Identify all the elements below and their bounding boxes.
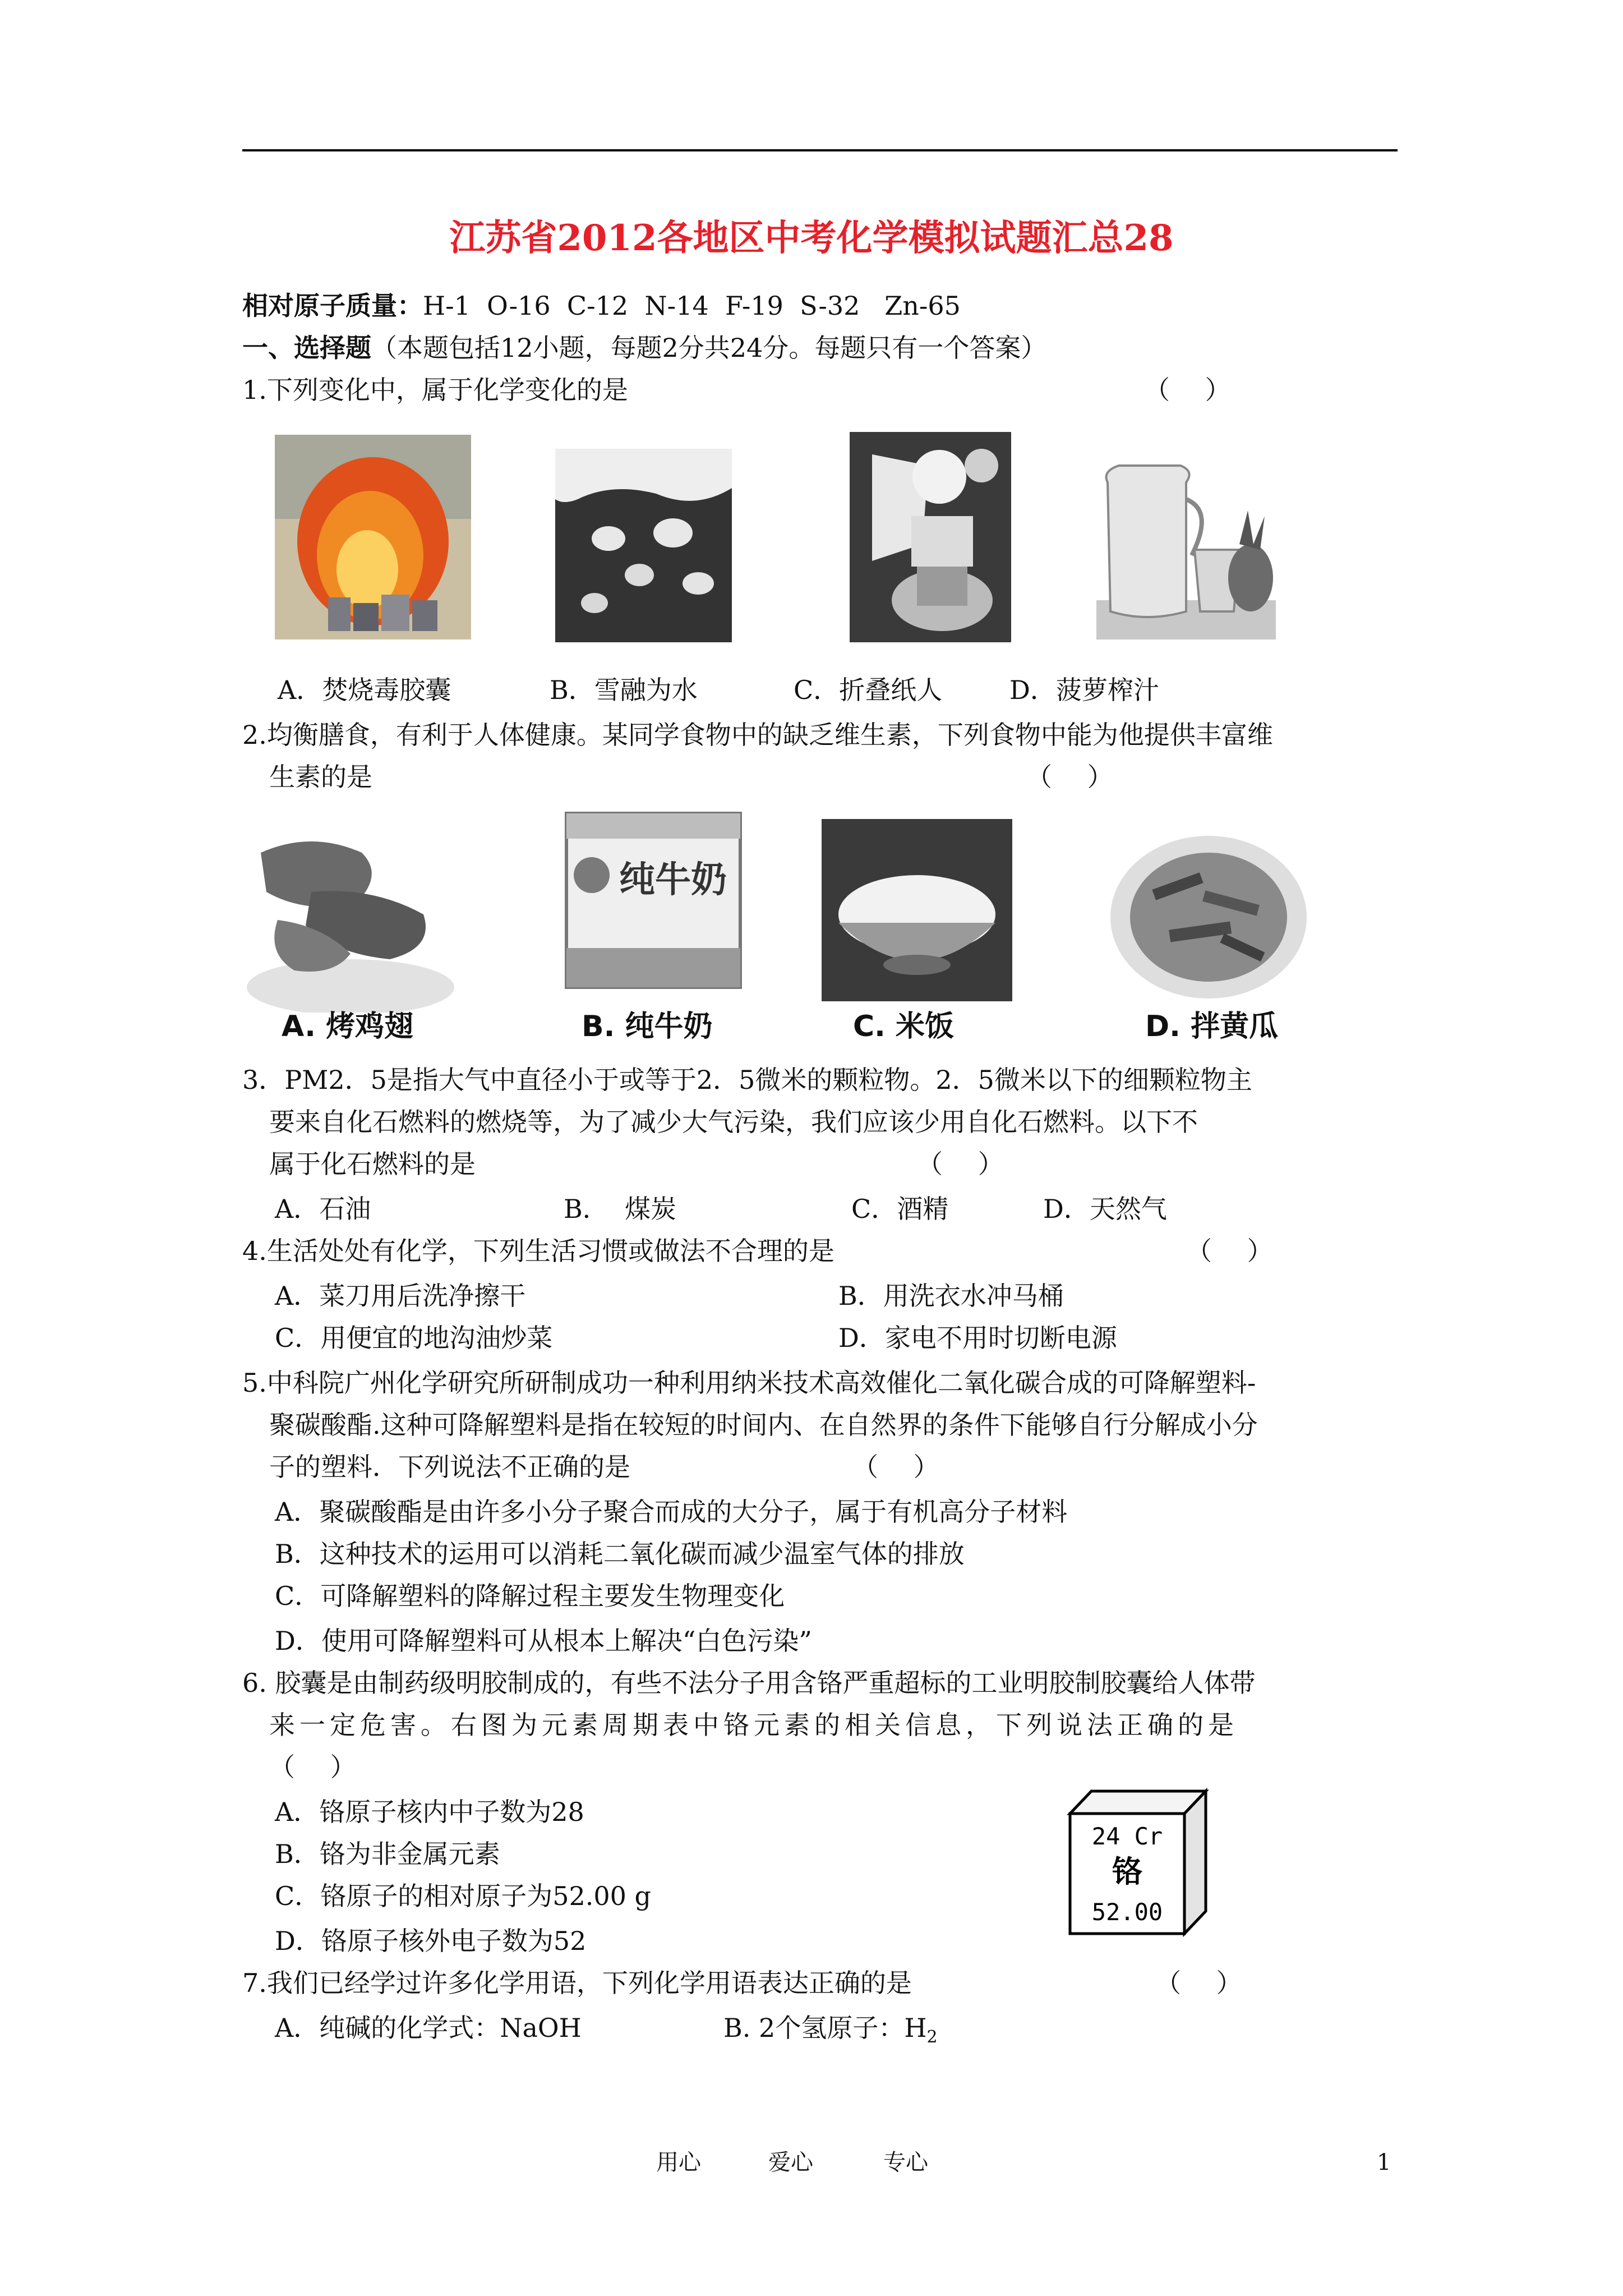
milk-bag-label: 纯牛奶 (619, 859, 727, 901)
q5-paren: （ ） (852, 1452, 953, 1482)
q3-stem-line1: 3．PM2．5是指大气中直径小于或等于2．5微米的颗粒物。2．5微米以下的细颗粒物主 (242, 1065, 1252, 1095)
q1-option-d[interactable]: D．菠萝榨汁 (1009, 675, 1159, 705)
q3-option-b[interactable]: B． 煤炭 (564, 1194, 677, 1224)
q2-caption-a[interactable]: A. 烤鸡翅 (282, 1010, 414, 1043)
paper-figure-icon (850, 432, 1011, 642)
q2-image-chicken (244, 808, 454, 1013)
q3-option-d[interactable]: D．天然气 (1043, 1194, 1167, 1224)
q2-caption-c[interactable]: C. 米饭 (853, 1010, 955, 1043)
q5-option-b[interactable]: B．这种技术的运用可以消耗二氧化碳而减少温室气体的排放 (275, 1539, 965, 1569)
q2-image-cucumber (1108, 819, 1310, 1001)
q7-option-b-text: B. 2个氢原子：H (723, 2013, 927, 2043)
q6-paren: （ ） (269, 1752, 370, 1782)
rice-bowl-icon (822, 819, 1012, 1001)
q4-paren: （ ） (1186, 1236, 1287, 1266)
cucumber-plate-icon (1108, 819, 1310, 1001)
q1-stem: 1.下列变化中，属于化学变化的是 (242, 375, 628, 405)
q3-stem-line2: 要来自化石燃料的燃烧等，为了减少大气污染，我们应该少用自化石燃料。以下不 (269, 1107, 1198, 1137)
q2-caption-d[interactable]: D. 拌黄瓜 (1145, 1010, 1279, 1043)
footer-right: 专心 (883, 2150, 928, 2175)
footer-middle: 爱心 (768, 2150, 813, 2175)
q7-option-b[interactable] (723, 2011, 938, 2054)
q1-image-pineapple (1096, 432, 1276, 639)
q6-option-c[interactable]: C．铬原子的相对原子为52.00 g (275, 1881, 651, 1911)
q7-stem: 7.我们已经学过许多化学用语，下列化学用语表达正确的是 (242, 1968, 912, 1998)
q3-paren: （ ） (917, 1149, 1017, 1179)
q4-option-c[interactable]: C．用便宜的地沟油炒菜 (275, 1323, 553, 1353)
q1-image-paper (850, 432, 1011, 642)
q5-option-a[interactable]: A．聚碳酸酯是由许多小分子聚合而成的大分子，属于有机高分子材料 (275, 1497, 1068, 1527)
q6-option-b[interactable]: B．铬为非金属元素 (275, 1839, 500, 1869)
q7-option-a[interactable]: A．纯碱的化学式：NaOH (275, 2013, 582, 2043)
q4-option-d[interactable]: D．家电不用时切断电源 (838, 1323, 1117, 1353)
atomic-mass-label: 相对原子质量： (242, 291, 423, 321)
section1-note: （本题包括12小题，每题2分共24分。每题只有一个答案） (371, 333, 1047, 363)
header-rule (242, 149, 1398, 151)
q2-stem-line2: 生素的是 (269, 762, 372, 792)
fire-image-icon (275, 435, 471, 639)
atomic-mass-line (242, 289, 961, 323)
element-mass: 52.00 (1091, 1898, 1163, 1926)
q5-stem-line3: 子的塑料．下列说法不正确的是 (269, 1452, 630, 1482)
q1-image-fire (275, 435, 471, 639)
q6-option-a[interactable]: A．铬原子核内中子数为28 (275, 1797, 584, 1827)
q2-caption-b[interactable]: B. 纯牛奶 (582, 1010, 713, 1043)
element-cube-icon (1066, 1787, 1210, 1937)
q4-option-b[interactable]: B．用洗衣水冲马桶 (838, 1281, 1064, 1311)
q3-option-c[interactable]: C．酒精 (851, 1194, 949, 1224)
chromium-element-cell (1066, 1787, 1210, 1937)
milk-bag-icon (561, 808, 746, 993)
q3-option-a[interactable]: A．石油 (275, 1194, 371, 1224)
footer-left: 用心 (656, 2150, 701, 2175)
page-title: 江苏省2012各地区中考化学模拟试题汇总28 (449, 217, 1174, 259)
section1-heading-line (242, 331, 1046, 365)
q2-paren: （ ） (1026, 762, 1127, 792)
q5-stem-line2: 聚碳酸酯.这种可降解塑料是指在较短的时间内、在自然界的条件下能够自行分解成小分 (269, 1410, 1258, 1440)
q6-option-d[interactable]: D．铬原子核外电子数为52 (275, 1926, 587, 1956)
q2-image-milk (561, 808, 746, 993)
q4-stem: 4.生活处处有化学，下列生活习惯或做法不合理的是 (242, 1236, 834, 1266)
q2-stem-line1: 2.均衡膳食，有利于人体健康。某同学食物中的缺乏维生素，下列食物中能为他提供丰富维 (242, 720, 1273, 750)
q1-option-c[interactable]: C．折叠纸人 (794, 675, 943, 705)
q3-stem-line3: 属于化石燃料的是 (269, 1149, 476, 1179)
q7-option-b-subscript: 2 (926, 2027, 938, 2047)
q5-option-c[interactable]: C．可降解塑料的降解过程主要发生物理变化 (275, 1581, 785, 1611)
q1-paren: （ ） (1144, 375, 1244, 405)
page-number: 1 (1377, 2150, 1391, 2175)
element-number-symbol: 24 Cr (1091, 1823, 1163, 1850)
section1-heading: 一、选择题 (242, 333, 371, 363)
q6-stem-line1: 6. 胶囊是由制药级明胶制成的，有些不法分子用含铬严重超标的工业明胶制胶囊给人体带 (242, 1668, 1256, 1698)
juice-pitcher-icon (1096, 432, 1276, 639)
element-name: 铬 (1112, 1854, 1142, 1889)
q5-option-d[interactable]: D．使用可降解塑料可从根本上解决“白色污染” (275, 1626, 812, 1656)
chicken-wing-icon (244, 808, 454, 1013)
q6-stem-line2: 来一定危害。右图为元素周期表中铬元素的相关信息，下列说法正确的是 (269, 1710, 1238, 1740)
q1-option-b[interactable]: B．雪融为水 (550, 675, 698, 705)
q7-paren: （ ） (1155, 1968, 1256, 1998)
q1-image-snow (555, 449, 732, 642)
snow-image-icon (555, 449, 732, 642)
q4-option-a[interactable]: A．菜刀用后洗净擦干 (275, 1281, 526, 1311)
q2-image-rice (822, 819, 1012, 1001)
q5-stem-line1: 5.中科院广州化学研究所研制成功一种利用纳米技术高效催化二氧化碳合成的可降解塑料- (242, 1368, 1256, 1398)
q1-option-a[interactable]: A．焚烧毒胶囊 (278, 675, 451, 705)
atomic-mass-values: H-1 O-16 C-12 N-14 F-19 S-32 Zn-65 (423, 291, 961, 321)
